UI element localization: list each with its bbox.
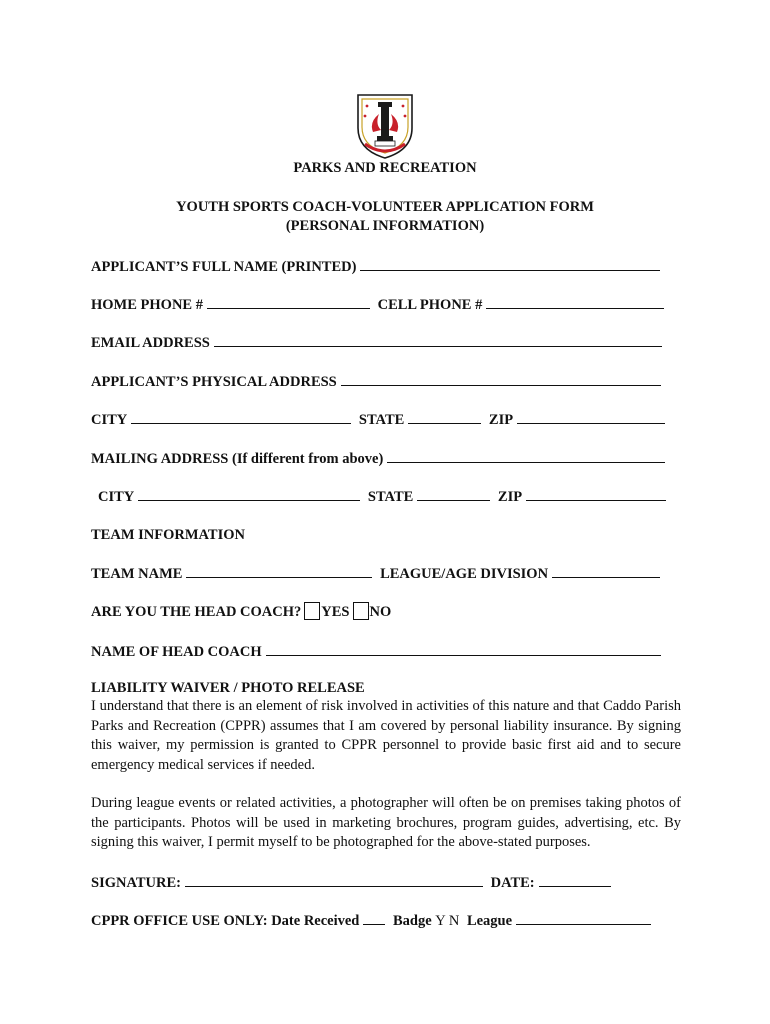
full-name-field[interactable]: [360, 256, 660, 271]
office-use-row: [91, 910, 655, 931]
league-division-field[interactable]: [552, 563, 660, 578]
mailing-address-label: MAILING ADDRESS (If different from above): [91, 451, 384, 467]
state-field-2[interactable]: [417, 486, 490, 501]
no-label: NO: [369, 604, 392, 620]
full-name-label: APPLICANT’S FULL NAME (PRINTED): [91, 259, 357, 275]
office-use-label: CPPR OFFICE USE ONLY: Date Received: [91, 913, 360, 929]
physical-address-row: [91, 371, 665, 392]
form-title: YOUTH SPORTS COACH-VOLUNTEER APPLICATION FORM: [176, 199, 594, 215]
team-name-label: TEAM NAME: [91, 566, 183, 582]
team-row: [91, 563, 664, 584]
org-heading: PARKS AND RECREATION: [293, 160, 477, 176]
league-division-label: LEAGUE/AGE DIVISION: [380, 566, 549, 582]
city-field[interactable]: [131, 409, 351, 424]
date-field[interactable]: [539, 872, 611, 887]
email-row: [91, 332, 666, 353]
date-label: DATE:: [490, 875, 535, 891]
full-name-row: [91, 256, 664, 277]
physical-address-label: APPLICANT’S PHYSICAL ADDRESS: [91, 374, 337, 390]
physical-address-field[interactable]: [341, 371, 661, 386]
yes-checkbox[interactable]: [304, 602, 320, 620]
email-field[interactable]: [214, 332, 662, 347]
waiver-paragraph-1: I understand that there is an element of risk involved in activities of this nature and that Caddo Parish Parks and Recreation (CPPR) assumes that I am covered by personal liability insurance. By signing this waiver, my permission is granted to CPPR personnel to provide basic first aid and to secure emergency medical services if needed.: [91, 698, 681, 773]
waiver-heading: LIABILITY WAIVER / PHOTO RELEASE: [91, 680, 365, 696]
league-field[interactable]: [516, 910, 651, 925]
city-label-2: CITY: [98, 489, 135, 505]
team-info-heading: TEAM INFORMATION: [91, 527, 245, 543]
head-coach-name-row: [91, 641, 665, 662]
badge-yn-options[interactable]: Y N: [435, 913, 460, 929]
signature-row: [91, 872, 615, 893]
city-state-zip-row: [91, 409, 669, 430]
home-phone-field[interactable]: [207, 294, 370, 309]
email-label: EMAIL ADDRESS: [91, 335, 210, 351]
date-received-field[interactable]: [363, 910, 385, 925]
zip-label-2: ZIP: [497, 489, 523, 505]
head-coach-name-field[interactable]: [266, 641, 661, 656]
head-coach-question: ARE YOU THE HEAD COACH?: [91, 604, 302, 620]
mailing-address-row: [91, 448, 669, 469]
waiver-paragraph-2: During league events or related activities, a photographer will often be on premises taking photos of the participants. Photos will be used in marketing brochures, program guides, advertising, etc. By signing this waiver, I permit myself to be photographed for the above-stated purposes.: [91, 795, 681, 850]
city-state-zip-row-2: [98, 486, 670, 507]
phone-row: [91, 294, 668, 315]
badge-label: Badge: [393, 913, 432, 929]
home-phone-label: HOME PHONE #: [91, 297, 203, 313]
state-label-2: STATE: [367, 489, 414, 505]
caddo-parish-seal-logo: [355, 92, 415, 160]
league-label: League: [466, 913, 513, 929]
state-label: STATE: [358, 412, 405, 428]
zip-field[interactable]: [517, 409, 665, 424]
mailing-address-field[interactable]: [387, 448, 665, 463]
cell-phone-field[interactable]: [486, 294, 664, 309]
state-field[interactable]: [408, 409, 481, 424]
signature-label: SIGNATURE:: [91, 875, 181, 891]
zip-label: ZIP: [488, 412, 514, 428]
yes-label: YES: [321, 604, 350, 620]
zip-field-2[interactable]: [526, 486, 666, 501]
head-coach-question-row: [91, 602, 391, 622]
form-subtitle: (PERSONAL INFORMATION): [285, 218, 485, 234]
city-field-2[interactable]: [138, 486, 360, 501]
no-checkbox[interactable]: [353, 602, 369, 620]
head-coach-name-label: NAME OF HEAD COACH: [91, 644, 262, 660]
cell-phone-label: CELL PHONE #: [377, 297, 483, 313]
city-label: CITY: [91, 412, 128, 428]
team-name-field[interactable]: [186, 563, 372, 578]
signature-field[interactable]: [185, 872, 483, 887]
